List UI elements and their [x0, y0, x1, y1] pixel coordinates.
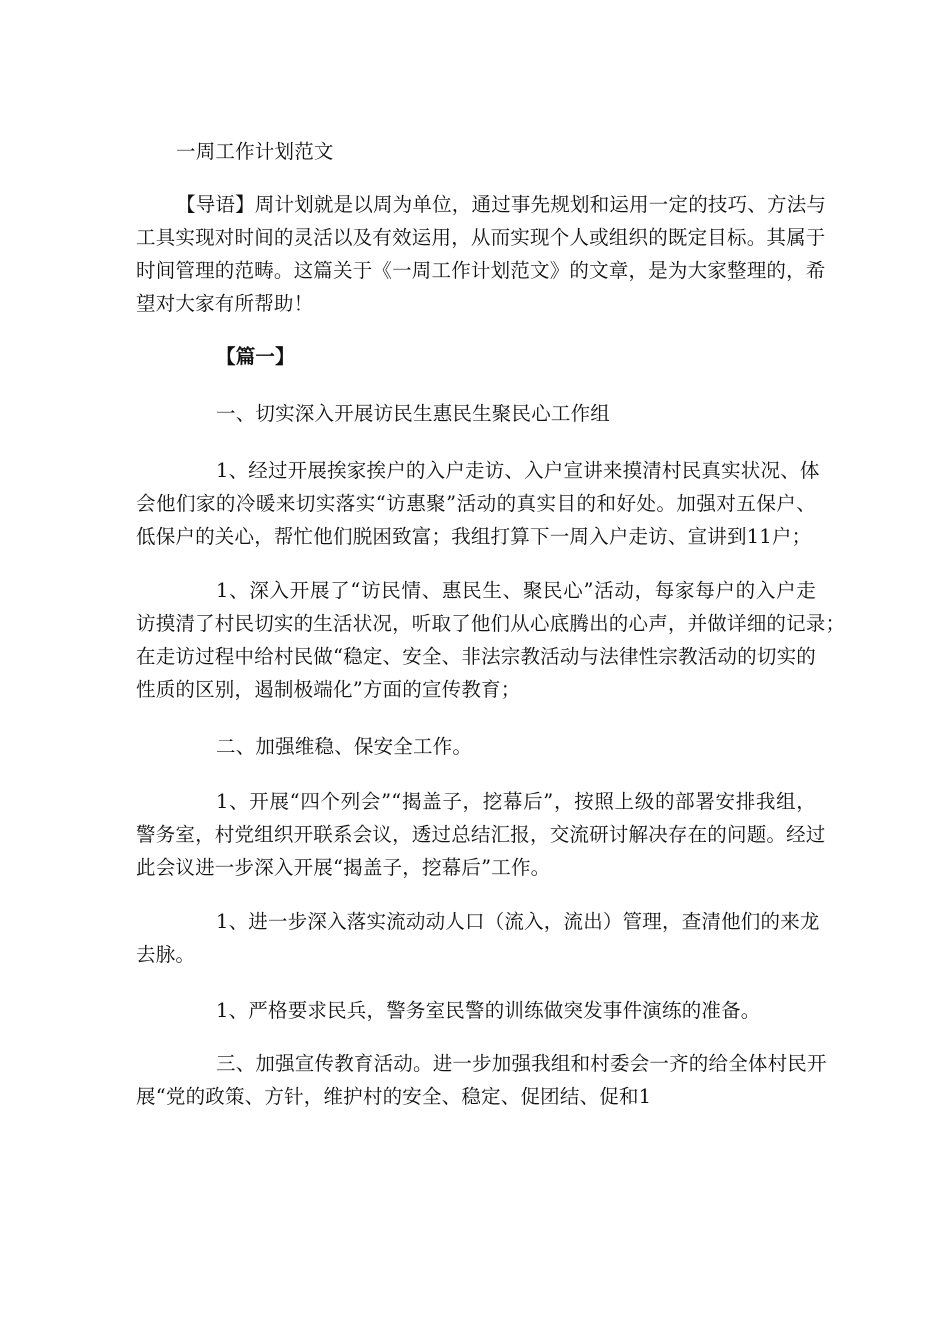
section-heading: 二、加强维稳、保安全工作。 — [216, 735, 473, 758]
paragraph-line: 【导语】周计划就是以周为单位，通过事先规划和运用一定的技巧、方法与 — [176, 193, 827, 216]
paragraph-line: 1、深入开展了“访民情、惠民生、聚民心”活动，每家每户的入户走 — [216, 579, 816, 602]
paragraph-line: 工具实现对时间的灵活以及有效运用，从而实现个人或组织的既定目标。其属于 — [136, 226, 826, 249]
section-heading: 一、切实深入开展访民生惠民生聚民心工作组 — [216, 402, 611, 425]
paragraph-line: 1、经过开展挨家挨户的入户走访、入户宣讲来摸清村民真实状况、体 — [216, 459, 820, 482]
paragraph-line: 展“党的政策、方针，维护村的安全、稳定、促团结、促和1 — [136, 1085, 652, 1108]
chapter-heading: 【篇一】 — [216, 345, 295, 368]
paragraph-line: 在走访过程中给村民做“稳定、安全、非法宗教活动与法律性宗教活动的切实的 — [136, 645, 816, 668]
paragraph-line: 时间管理的范畴。这篇关于《一周工作计划范文》的文章，是为大家整理的，希 — [136, 259, 826, 282]
paragraph-line: 1、进一步深入落实流动动人口（流入，流出）管理，查清他们的来龙 — [216, 910, 820, 933]
paragraph-line: 会他们家的冷暖来切实落实“访惠聚”活动的真实目的和好处。加强对五保户、 — [136, 492, 816, 515]
paragraph-line: 1、严格要求民兵，警务室民警的训练做突发事件演练的准备。 — [216, 999, 761, 1022]
paragraph-line: 去脉。 — [136, 943, 196, 966]
paragraph-line: 三、加强宣传教育活动。进一步加强我组和村委会一齐的给全体村民开 — [216, 1052, 827, 1075]
paragraph-line: 望对大家有所帮助！ — [136, 292, 314, 315]
document-title: 一周工作计划范文 — [176, 140, 334, 163]
paragraph-line: 性质的区别，遏制极端化”方面的宣传教育； — [136, 678, 521, 701]
paragraph-line: 警务室，村党组织开联系会议，透过总结汇报，交流研讨解决存在的问题。经过 — [136, 823, 826, 846]
paragraph-line: 低保户的关心，帮忙他们脱困致富；我组打算下一周入户走访、宣讲到11户； — [136, 525, 812, 548]
paragraph-line: 此会议进一步深入开展“揭盖子，挖幕后”工作。 — [136, 856, 551, 879]
paragraph-line: 访摸清了村民切实的生活状况，听取了他们从心底腾出的心声，并做详细的记录； — [136, 612, 846, 635]
paragraph-line: 1、开展“四个列会”“揭盖子，挖幕后”，按照上级的部署安排我组， — [216, 790, 816, 813]
